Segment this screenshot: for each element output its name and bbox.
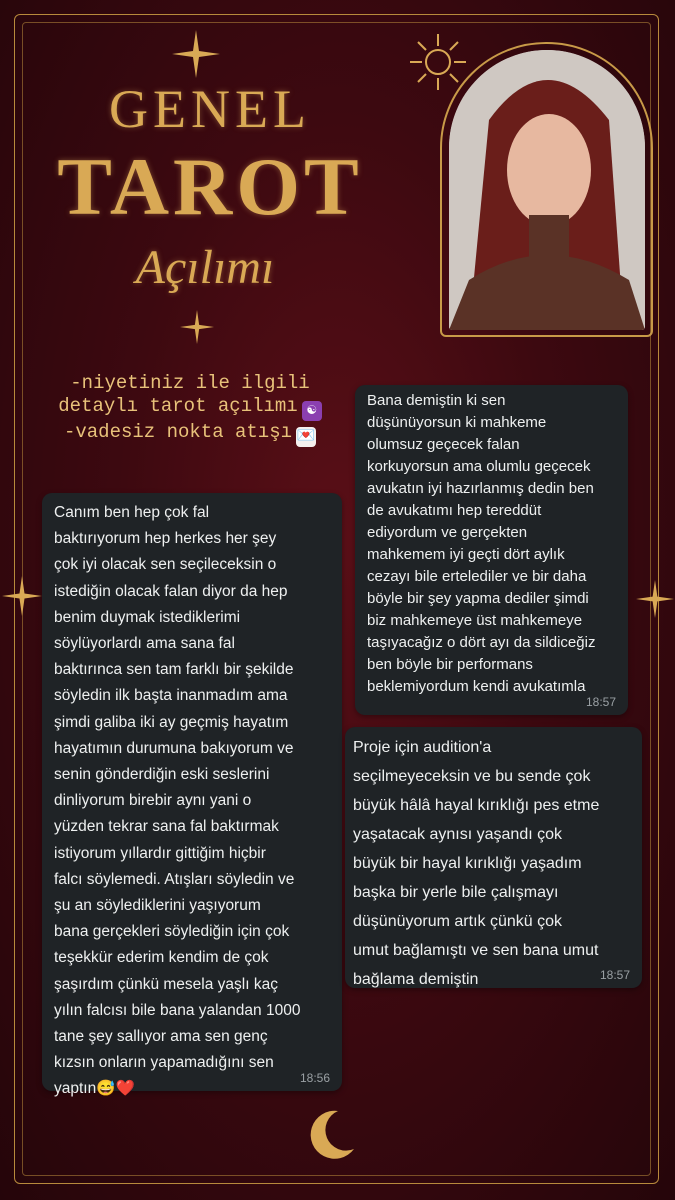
- message-time: 18:57: [599, 968, 630, 982]
- message-text: Proje için audition'a seçilmeyeceksin ve bu sende çok büyük hâlâ hayal kırıklığı pes etme yaşatacak aynısı yaşandı çok büyük bir hayal kırıklığı yaşadım başka bir yerle bile çalışmayı düşünüyorum artık çünkü çok umut bağlamıştı ve sen bana umut bağlama demiştin: [353, 739, 600, 988]
- intro-text: [40, 372, 340, 447]
- message-bubble: [42, 493, 342, 1098]
- sparkle-star-icon: [180, 310, 214, 344]
- title-acilimi: Açılımı: [135, 241, 275, 294]
- intro-line-1: -niyetiniz ile ilgili: [70, 372, 310, 394]
- yin-yang-icon: ☯: [302, 401, 322, 421]
- crescent-moon-icon: [300, 1105, 360, 1165]
- intro-line-2: detaylı tarot açılımı ☯: [40, 395, 340, 421]
- portrait-photo: [449, 50, 645, 330]
- intro-line-3: -vadesiz nokta atışı 💌: [63, 421, 316, 445]
- sparkle-star-icon: [2, 576, 42, 616]
- message-bubble: [355, 385, 628, 715]
- sun-icon: [408, 32, 468, 92]
- love-letter-icon: 💌: [296, 428, 316, 445]
- sparkle-star-icon: [636, 580, 674, 618]
- title-genel: GENEL: [109, 79, 311, 139]
- sparkle-star-icon: [172, 30, 220, 78]
- message-text: Canım ben hep çok fal baktırıyorum hep herkes her şey çok iyi olacak sen seçileceksin o istediğin olacak falan diyor da hep benim duymak istediklerimi söylüyorlardı ama sana fal baktırınca sen tam farklı bir şekilde söyledin ilk başta inanmadım ama şimdi galiba iki ay geçmiş hayatım hayatımın durumuna bakıyorum ve senin gönderdiğin eski seslerini dinliyorum birebir aynı yani o yüzden tekrar sana fal baktırmak istiyorum yıllardır gittiğim hiçbir falcı söylemedi. Atışları söyledin ve şu an söylediklerini yaşıyorum bana gerçekleri söylediğin için çok teşekkür ederim kendim de çok şaşırdım çünkü mesela yaşlı kaç yılın falcısı bile bana yalandan 1000 tane şey sallıyor ama sen genç kızsın onların yapamadığını sen yaptın😅❤️: [54, 504, 301, 1098]
- message-time: 18:56: [299, 1071, 330, 1085]
- title-tarot: TAROT: [57, 141, 363, 232]
- message-bubble: [345, 727, 642, 988]
- message-time: 18:57: [585, 695, 616, 709]
- message-text: Bana demiştin ki sen düşünüyorsun ki mahkeme olumsuz geçecek falan korkuyorsun ama olumlu geçecek avukatın iyi hazırlanmış dedin ben de avukatımı hep tereddüt ediyordum ve gerçekten mahkemem iyi geçti dört aylık cezayı bile ertelediler ve bir daha böyle bir şey yapma dediler şimdi biz mahkemeye üst mahkemeye taşıyacağız o dört ayı da sildiceğiz ben böyle bir performans beklemiyordum kendi avukatımla: [367, 392, 596, 695]
